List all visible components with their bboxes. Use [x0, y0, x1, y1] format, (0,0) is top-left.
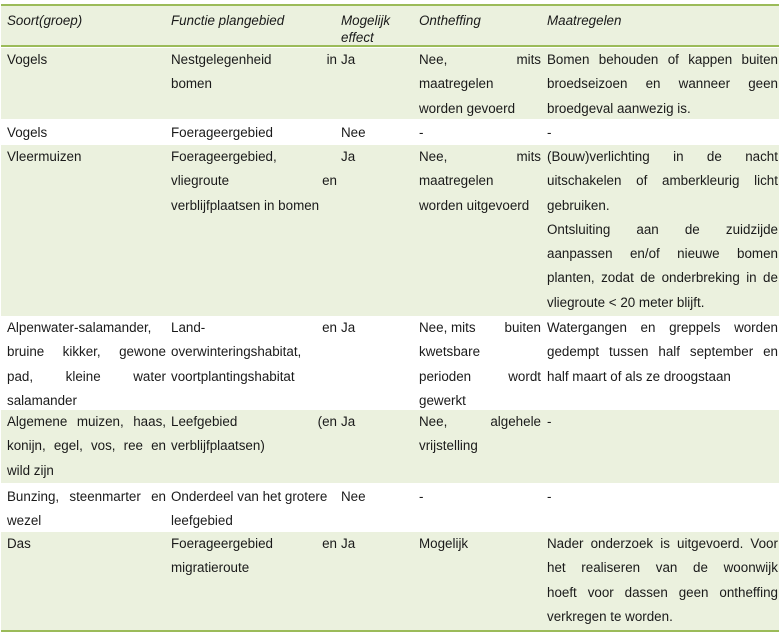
maatregelen-line-word: aanpassen [547, 246, 613, 262]
cell-ontheffing [419, 410, 541, 459]
maatregelen-line-word: geen [678, 584, 709, 600]
functie-line-word: vliegroute [171, 173, 230, 189]
ontheffing-line [419, 48, 541, 72]
maatregelen-line-word: aan [636, 221, 659, 237]
soort-line-word: en [151, 489, 166, 504]
functie-line: leefgebied [171, 513, 233, 529]
maatregelen-line: half maart of als ze droogstaan [547, 368, 731, 384]
soort-line: wild zijn [7, 462, 54, 478]
functie-line: bomen [171, 76, 212, 92]
cell-effect: Nee [341, 125, 366, 140]
ontheffing-line: - [419, 125, 424, 140]
functie-line-word: Leefgebied [171, 414, 238, 429]
maatregelen-line-word: zuidzijde [725, 221, 778, 237]
soort-line [7, 410, 166, 434]
maatregelen-line-word: licht [754, 173, 778, 189]
functie-line [171, 169, 337, 193]
maatregelen-line [547, 581, 778, 605]
maatregelen-line-word: onderzoek [590, 536, 654, 551]
cell-ontheffing [419, 485, 541, 509]
maatregelen-line-word: of [667, 52, 679, 67]
soort-line: Vleermuizen [7, 149, 82, 164]
soort-line: Alpenwater-salamander, [7, 320, 152, 335]
maatregelen-line: - [547, 414, 552, 429]
ontheffing-line [419, 365, 541, 389]
table-row [1, 145, 779, 316]
ontheffing-line: gewerkt [419, 392, 466, 408]
cell-soort [7, 316, 166, 413]
maatregelen-line-word: realiseren [581, 560, 641, 576]
cell-functie [171, 48, 337, 97]
cell-maatregelen [547, 48, 778, 121]
cell-maatregelen [547, 485, 778, 509]
cell-ontheffing [419, 121, 541, 145]
maatregelen-line-word: (Bouw)verlichting [547, 149, 650, 164]
maatregelen-line-word: van [655, 560, 678, 576]
maatregelen-line-word: en [645, 76, 661, 92]
header-ontheffing: Ontheffing [419, 13, 481, 28]
soort-line: Das [7, 536, 31, 551]
functie-line-word: en [322, 536, 337, 551]
functie-line [171, 48, 337, 72]
soort-line-word: kikker, [62, 344, 101, 360]
maatregelen-line-word: worden [734, 320, 778, 335]
functie-line-word: Nestgelegenheid [171, 52, 272, 67]
header-soort: Soort(groep) [7, 13, 83, 28]
maatregelen-line-word: en [640, 320, 656, 335]
ontheffing-line-word: Nee, [419, 414, 448, 429]
header-bottom-border [1, 45, 779, 47]
cell-effect: Ja [341, 536, 356, 551]
functie-line-word: Foerageergebied [171, 536, 273, 551]
soort-line [7, 340, 166, 364]
table-row [1, 316, 779, 410]
cell-soort [7, 121, 166, 145]
ontheffing-line-word: algehele [490, 414, 541, 429]
maatregelen-line-word: tussen [609, 344, 649, 360]
soort-line-word: gewone [119, 344, 166, 360]
cell-effect: Ja [341, 52, 356, 67]
cell-functie [171, 410, 337, 459]
table-row [1, 410, 779, 483]
ontheffing-line-word: Nee, [419, 52, 448, 67]
soort-line-word: Algemene [7, 414, 68, 429]
functie-line: Foerageergebied [171, 125, 273, 140]
maatregelen-line-word: hoeft [547, 584, 577, 600]
soort-line [7, 434, 166, 458]
maatregelen-line-word: de [693, 560, 708, 576]
ontheffing-line-word: perioden [419, 368, 472, 384]
maatregelen-line-word: in [746, 270, 757, 286]
cell-ontheffing [419, 145, 541, 218]
ontheffing-line: vrijstelling [419, 438, 478, 454]
cell-maatregelen [547, 316, 778, 389]
cell-soort [7, 48, 166, 72]
maatregelen-line: broedgeval aanwezig is. [547, 100, 691, 116]
ontheffing-line: worden gevoerd [419, 100, 516, 116]
ontheffing-line-word: mits [516, 52, 541, 67]
maatregelen-line-word: ontheffing [719, 584, 778, 600]
maatregelen-line [547, 145, 778, 169]
maatregelen-line-word: woonwijk [723, 560, 778, 576]
maatregelen-line-word: bomen [737, 246, 778, 262]
maatregelen-line-word: nacht [745, 149, 778, 164]
functie-line-word: en [322, 173, 337, 189]
soort-line-word: egel, [53, 438, 83, 454]
soort-line-word: ree [123, 438, 143, 454]
maatregelen-line-word: half [658, 344, 680, 360]
maatregelen-line-word: wanneer [678, 76, 731, 92]
maatregelen-line-word: voor [587, 584, 614, 600]
maatregelen-line-word: het [547, 560, 566, 576]
functie-line: verblijfplaatsen in bomen [171, 197, 320, 213]
ontheffing-line [419, 316, 541, 340]
ontheffing-line-word: Nee, mits [419, 320, 476, 335]
maatregelen-line-word: of [636, 173, 648, 189]
cell-soort [7, 410, 166, 483]
maatregelen-line-word: geen [748, 76, 778, 92]
functie-line: verblijfplaatsen) [171, 438, 265, 454]
cell-soort [7, 485, 166, 534]
maatregelen-line-word: Ontsluiting [547, 221, 611, 237]
cell-maatregelen [547, 145, 778, 315]
functie-line [171, 316, 337, 340]
ontheffing-line [419, 410, 541, 434]
functie-line-word: in [326, 52, 337, 67]
ontheffing-line [419, 145, 541, 169]
maatregelen-line-word: dassen [624, 584, 668, 600]
ontheffing-line: worden uitgevoerd [419, 197, 530, 213]
cell-effect: Ja [341, 414, 356, 429]
ontheffing-line: maatregelen [419, 76, 494, 92]
maatregelen-line-word: de [763, 270, 778, 286]
maatregelen-line-word: onderbreking [661, 270, 740, 286]
table-row [1, 532, 779, 630]
header-maatregelen: Maatregelen [547, 13, 622, 28]
soort-line-word: Bunzing, [7, 489, 60, 504]
functie-line [171, 410, 337, 434]
functie-line-word: Land- [171, 320, 206, 335]
cell-ontheffing [419, 316, 541, 413]
cell-effect: Nee [341, 489, 366, 504]
maatregelen-line: gebruiken. [547, 197, 610, 213]
maatregelen-line-word: in [673, 149, 684, 164]
maatregelen-line-word: zodat [601, 270, 634, 286]
soort-line [7, 365, 166, 389]
cell-ontheffing [419, 532, 541, 556]
table-row [1, 121, 779, 143]
maatregelen-line-word: greppels [669, 320, 721, 335]
maatregelen-line-word: buiten [741, 52, 778, 67]
table-row [1, 48, 779, 119]
maatregelen-line: verkregen te worden. [547, 608, 673, 624]
soort-line-word: kleine [65, 368, 101, 384]
ontheffing-line-word: wordt [508, 368, 541, 384]
maatregelen-line-word: broedseizoen [547, 76, 628, 92]
maatregelen-line [547, 316, 778, 340]
maatregelen-line: - [547, 125, 552, 140]
functie-line: Onderdeel van het grotere [171, 489, 328, 504]
cell-maatregelen [547, 532, 778, 629]
maatregelen-line-word: september [689, 344, 754, 360]
soort-line: Vogels [7, 125, 48, 140]
maatregelen-line-word: gedempt [547, 344, 600, 360]
maatregelen-line [547, 48, 778, 72]
soort-line [7, 485, 166, 509]
cell-effect: Ja [341, 320, 356, 335]
soort-line-word: steenmarter [69, 489, 141, 504]
cell-soort [7, 532, 166, 556]
maatregelen-line-word: de [640, 270, 656, 286]
maatregelen-line [547, 266, 778, 290]
header-functie: Functie plangebied [171, 13, 285, 28]
ontheffing-line-word: Nee, [419, 149, 448, 164]
soort-line-word: konijn, [7, 438, 46, 454]
maatregelen-line-word: kappen [688, 52, 733, 67]
maatregelen-line-word: is [660, 536, 670, 551]
maatregelen-line [547, 218, 778, 242]
maatregelen-line [547, 72, 778, 96]
soort-line-word: water [133, 368, 166, 384]
functie-line: Foerageergebied, [171, 149, 277, 164]
functie-line-word: en [322, 320, 337, 335]
maatregelen-line-word: uitgevoerd. [677, 536, 744, 551]
header-row [1, 6, 779, 45]
cell-soort [7, 145, 166, 169]
table-bottom-border [1, 630, 779, 632]
maatregelen-line [547, 532, 778, 556]
soort-line-word: haas, [133, 414, 166, 429]
maatregelen-line: - [547, 489, 552, 504]
cell-maatregelen [547, 410, 778, 434]
cell-functie [171, 532, 337, 581]
cell-functie [171, 121, 337, 145]
cell-ontheffing [419, 48, 541, 121]
soort-line-word: en [151, 438, 166, 454]
functie-line: migratieroute [171, 560, 250, 576]
maatregelen-line-word: Bomen [547, 52, 590, 67]
table-row [1, 485, 779, 532]
functie-line: overwinteringshabitat, [171, 344, 302, 360]
ontheffing-line-word: buiten [504, 320, 541, 335]
cell-effect: Ja [341, 149, 356, 164]
maatregelen-line-word: de [684, 221, 700, 237]
soort-line-word: vos, [90, 438, 116, 454]
maatregelen-line [547, 169, 778, 193]
maatregelen-line-word: de [706, 149, 722, 164]
cell-functie [171, 145, 337, 218]
ontheffing-line: maatregelen [419, 173, 494, 189]
maatregelen-line: vliegroute < 20 meter blijft. [547, 294, 705, 310]
maatregelen-line-word: amberkleurig [662, 173, 740, 189]
maatregelen-line-word: Watergangen [547, 320, 627, 335]
maatregelen-line-word: nieuwe [677, 246, 720, 262]
soort-line-word: bruine [7, 344, 45, 360]
ontheffing-line: - [419, 489, 424, 504]
soort-line: salamander [7, 392, 77, 408]
soort-line: Vogels [7, 52, 48, 67]
cell-functie [171, 316, 337, 389]
ontheffing-line-word: mits [516, 149, 541, 164]
functie-line: voortplantingshabitat [171, 368, 295, 384]
soort-line-word: pad, [7, 368, 34, 384]
maatregelen-line-word: Voor [750, 536, 778, 551]
maatregelen-line-word: en/of [629, 246, 660, 262]
functie-line-word: (en [317, 414, 337, 429]
ontheffing-line: Mogelijk [419, 536, 469, 551]
maatregelen-line-word: behouden [598, 52, 659, 67]
ontheffing-line: kwetsbare [419, 344, 481, 360]
maatregelen-line-word: en [763, 344, 778, 360]
maatregelen-line [547, 556, 778, 580]
maatregelen-line [547, 242, 778, 266]
maatregelen-line-word: Nader [547, 536, 584, 551]
maatregelen-line [547, 340, 778, 364]
header-effect: Mogelijk effect [341, 13, 391, 45]
maatregelen-line-word: planten, [547, 270, 595, 286]
cell-functie [171, 485, 337, 534]
cell-maatregelen [547, 121, 778, 145]
soort-line: wezel [7, 513, 42, 529]
maatregelen-line-word: uitschakelen [547, 173, 622, 189]
soort-line-word: muizen, [76, 414, 124, 429]
functie-line [171, 532, 337, 556]
